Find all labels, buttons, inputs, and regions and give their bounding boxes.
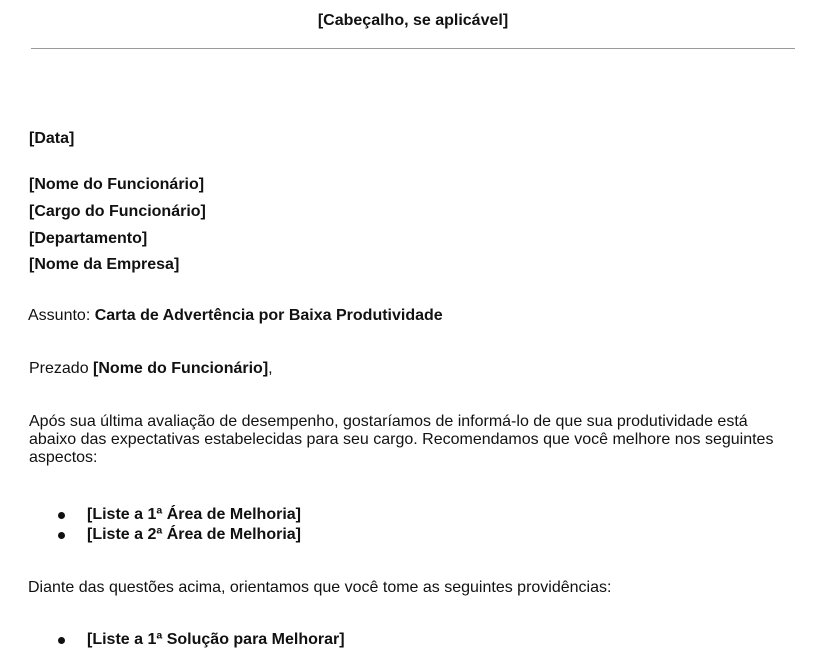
recipient-name: [Nome do Funcionário] — [29, 176, 205, 193]
salutation — [29, 359, 273, 379]
subject-label: Assunto: — [28, 307, 91, 324]
improvement-area-text: [Liste a 1ª Área de Melhoria] — [87, 506, 301, 523]
header-divider — [31, 48, 795, 49]
recipient-position: [Cargo do Funcionário] — [29, 203, 206, 220]
bullet-icon — [58, 637, 65, 644]
bullet-icon — [58, 512, 65, 519]
recipient-department: [Departamento] — [29, 230, 148, 247]
actions-intro: Diante das questões acima, orientamos que você tome as seguintes providências: — [28, 579, 612, 596]
bullet-icon — [58, 532, 65, 539]
salutation-punct: , — [268, 360, 273, 377]
recipient-company: [Nome da Empresa] — [29, 256, 180, 273]
subject-line — [28, 306, 443, 326]
salutation-greeting: Prezado — [29, 360, 89, 377]
solution-text: [Liste a 1ª Solução para Melhorar] — [87, 631, 345, 648]
date-placeholder: [Data] — [29, 130, 75, 147]
intro-paragraph: Após sua última avaliação de desempenho, gostaríamos de informá-lo de que sua produtividade está abaixo das expectativas estabelecidas para seu cargo. Recomendamos que você melhore nos seguintes aspectos: — [29, 413, 774, 466]
subject-text: Carta de Advertência por Baixa Produtividade — [94, 307, 443, 324]
improvement-area-text: [Liste a 2ª Área de Melhoria] — [87, 526, 301, 543]
document-header: [Cabeçalho, se aplicável] — [317, 12, 509, 29]
salutation-name: [Nome do Funcionário] — [93, 360, 269, 377]
